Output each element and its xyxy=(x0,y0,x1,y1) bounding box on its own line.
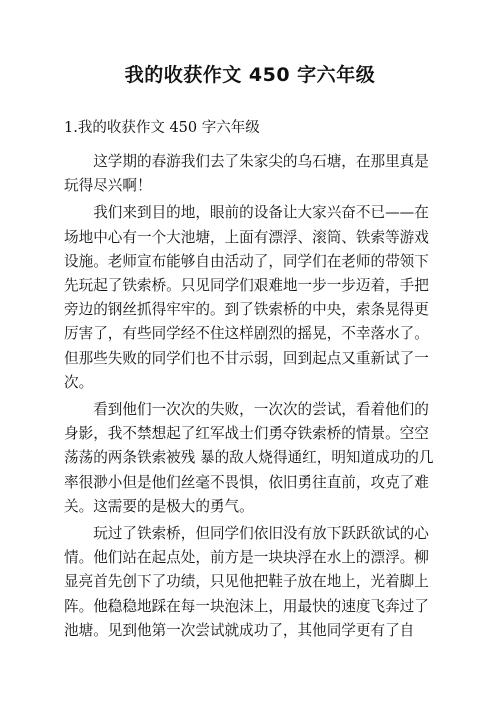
article-body xyxy=(64,150,436,646)
page-title: 我的收获作文 450 字六年级 xyxy=(124,64,376,86)
paragraph: 我们来到目的地，眼前的设备让大家兴奋不已——在场地中心有一个大池塘，上面有漂浮、滚筒、铁索等游戏设施。老师宣布能够自由活动了，同学们在老师的带领下先玩起了铁索桥。只见同学们艰难地一步一步迈着，手把旁边的钢丝抓得牢牢的。到了铁索桥的中央，索条晃得更厉害了，有些同学经不住这样剧烈的摇晃，不幸落水了。但那些失败的同学们也不甘示弱，回到起点又重新试了一次。 xyxy=(64,204,429,391)
paragraph: 玩过了铁索桥，但同学们依旧没有放下跃跃欲试的心情。他们站在起点处，前方是一块块浮在水上的漂浮。柳显亮首先创下了功绩，只见他把鞋子放在地上，光着脚上阵。他稳稳地踩在每一块泡沫上，用最快的速度飞奔过了池塘。见到他第一次尝试就成功了，其他同学更有了自 xyxy=(64,525,429,639)
paragraph: 看到他们一次次的失败，一次次的尝试，看着他们的身影，我不禁想起了红军战士们勇夺铁索桥的情景。空空荡荡的两条铁索被残 暴的敌人烧得通红，明知道成功的几率很渺小但是他们丝毫不畏惧，依旧勇往直前，攻克了难关。这需要的是极大的勇气。 xyxy=(64,401,434,515)
paragraph: 这学期的春游我们去了朱家尖的乌石塘，在那里真是玩得尽兴啊！ xyxy=(64,153,429,195)
section-heading: 1.我的收获作文 450 字六年级 xyxy=(64,120,260,136)
